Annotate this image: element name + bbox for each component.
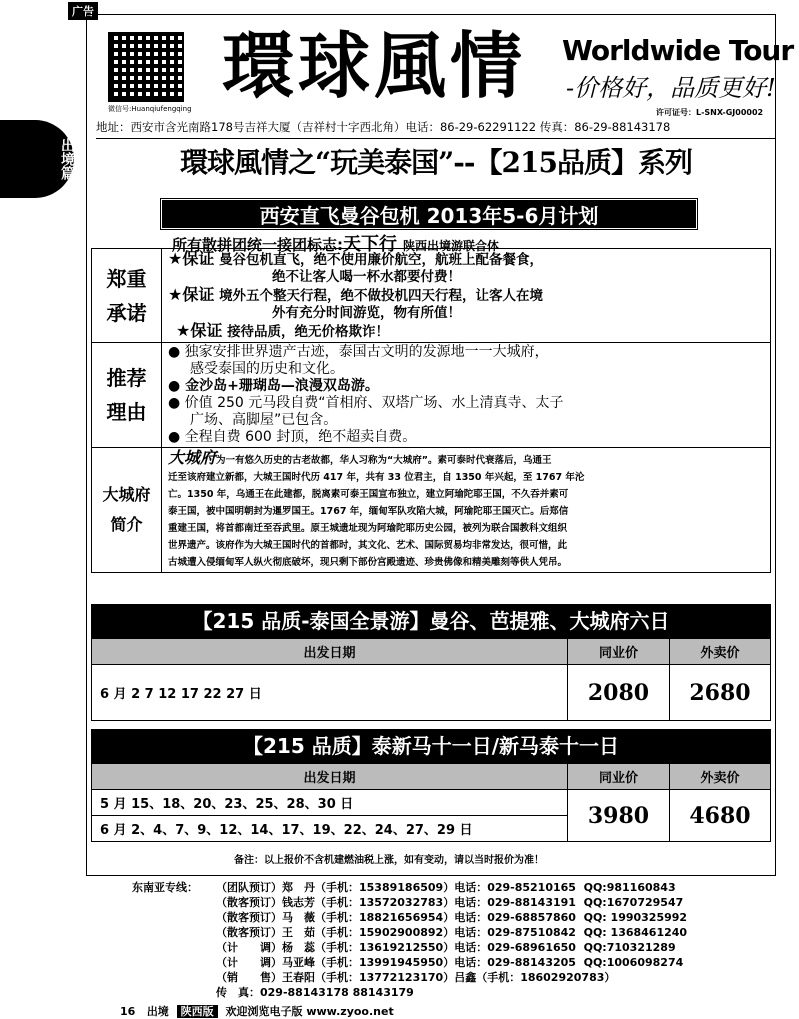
trade-price: 2080 bbox=[568, 665, 670, 721]
slogan: -价格好，品质更好! bbox=[566, 74, 776, 102]
intro-body bbox=[162, 448, 770, 572]
contact-item bbox=[132, 880, 687, 895]
license-number: 许可证号：L-SNX-GJ00002 bbox=[656, 108, 764, 117]
promise-item bbox=[168, 322, 764, 341]
brand-title: 環球風情 bbox=[222, 23, 527, 108]
table-header bbox=[92, 639, 771, 665]
table-header bbox=[92, 764, 771, 790]
info-table bbox=[91, 248, 771, 573]
qr-caption: 微信号:Huanqiufengqing bbox=[108, 105, 192, 113]
address-line: 地址：西安市含光南路178号吉祥大厦（吉祥村十字西北角）电话：86-29-62291122 传真：86-29-88143178 bbox=[96, 119, 776, 139]
english-title: Worldwide Tour bbox=[562, 34, 794, 67]
reason-label bbox=[92, 343, 162, 447]
table-row bbox=[92, 790, 771, 816]
tour1-price-table bbox=[91, 638, 771, 721]
unified-prefix: 所有散拼团统一接团标志: bbox=[172, 236, 343, 254]
promise-item bbox=[168, 286, 764, 305]
contact-text: （计 调）杨 蕊（手机：13619212550）电话：029-68961650 QQ:710321289 bbox=[216, 941, 676, 954]
promise-row bbox=[92, 249, 770, 343]
table-row bbox=[92, 665, 771, 721]
tour2-band: 【215 品质】泰新马十一日/新马泰十一日 bbox=[91, 729, 771, 763]
intro-label-2: 简介 bbox=[110, 515, 143, 534]
col-trade: 同业价 bbox=[568, 639, 670, 665]
intro-text: 为一有悠久历史的古老故都，华人习称为“大城府”。素可泰时代衰落后，乌通王 bbox=[216, 455, 552, 466]
footer-section: 出境 bbox=[146, 1005, 169, 1018]
intro-lead: 大城府 bbox=[168, 448, 217, 467]
promise-text: 接待品质，绝无价格欺诈！ bbox=[227, 324, 390, 340]
tour1-band: 【215 品质-泰国全景游】曼谷、芭提雅、大城府六日 bbox=[91, 604, 771, 638]
contact-list bbox=[132, 880, 687, 1000]
headline: 環球風情之“玩美泰国”--【215品质】系列 bbox=[180, 146, 692, 179]
unified-org: 陕西出境游联合体 bbox=[403, 239, 500, 253]
promise-body bbox=[162, 249, 770, 342]
star-icon: ★保证 bbox=[176, 321, 223, 340]
promise-text: 外有充分时间游览，物有所值！ bbox=[272, 305, 461, 321]
page-number: 16 bbox=[120, 1005, 136, 1018]
promise-label-1: 郑重 bbox=[106, 266, 147, 291]
contact-item bbox=[132, 985, 687, 1000]
contact-item bbox=[132, 955, 687, 970]
intro-row bbox=[92, 448, 770, 572]
col-dates: 出发日期 bbox=[92, 764, 568, 790]
intro-label bbox=[92, 448, 162, 572]
price-note: 备注：以上报价不含机建燃油税上涨，如有变动，请以当时报价为准！ bbox=[234, 855, 544, 866]
promise-text: 境外五个整天行程，绝不做投机四天行程，让客人在境 bbox=[219, 288, 544, 304]
contact-text: （散客预订）王 茹（手机：15902900892）电话：029-87510842 QQ: 1368461240 bbox=[216, 926, 688, 939]
contact-text: （计 调）马亚峰（手机：13991945950）电话：029-88143205 QQ:1006098274 bbox=[216, 956, 684, 969]
intro-text: 泰王国，被中国明朝封为暹罗国王。1767 年，缅甸军队攻陷大城，阿瑜陀耶王国灭亡。后郑信 bbox=[168, 506, 569, 517]
reason-item: 感受泰国的历史和文化。 bbox=[190, 361, 344, 377]
star-icon: ★保证 bbox=[168, 249, 215, 268]
retail-price: 2680 bbox=[670, 665, 771, 721]
reason-item: ● 金沙岛+珊瑚岛—浪漫双岛游。 bbox=[168, 378, 379, 394]
departure-dates: 6 月 2、4、7、9、12、14、17、19、22、24、27、29 日 bbox=[92, 816, 568, 842]
contact-item bbox=[132, 940, 687, 955]
charter-banner: 西安直飞曼谷包机 2013年5-6月计划 bbox=[162, 200, 696, 228]
promise-item bbox=[168, 250, 764, 269]
intro-label-1: 大城府 bbox=[102, 485, 151, 504]
unified-mark: 天下行 bbox=[343, 234, 397, 255]
contact-text: （散客预订）钱志芳（手机：13572032783）电话：029-88143191 QQ:1670729547 bbox=[216, 896, 684, 909]
footer-link-text: 欢迎浏览电子版 www.zyoo.net bbox=[225, 1005, 394, 1018]
intro-text: 亡。1350 年，乌通王在此建都，脱离素可泰王国宣布独立，建立阿瑜陀耶王国，不久吞并素可 bbox=[168, 489, 569, 500]
reason-label-1: 推荐 bbox=[106, 366, 147, 390]
fax-text: 传 真：029-88143178 88143179 bbox=[216, 986, 414, 999]
contact-text: （销 售）王春阳（手机：13772123170）吕鑫（手机：18602920783） bbox=[216, 971, 616, 984]
promise-text: 绝不让客人喝一杯水都要付费！ bbox=[272, 269, 461, 285]
departure-dates: 6 月 2 7 12 17 22 27 日 bbox=[92, 665, 568, 721]
edition-badge: 陕西版 bbox=[177, 1005, 218, 1018]
intro-text: 世界遗产。该府作为大城王国时代的首都时，其文化、艺术、国际贸易均非常发达，很可惜，此 bbox=[168, 540, 568, 551]
promise-label-2: 承诺 bbox=[106, 300, 147, 325]
contact-text: （散客预订）马 薇（手机：18821656954）电话：029-68857860 QQ: 1990325992 bbox=[216, 911, 688, 924]
qr-code-icon bbox=[108, 32, 184, 102]
contact-item bbox=[132, 895, 687, 910]
departure-dates: 5 月 15、18、20、23、25、28、30 日 bbox=[92, 790, 568, 816]
col-trade: 同业价 bbox=[568, 764, 670, 790]
promise-label bbox=[92, 249, 162, 342]
reason-item: ● 全程自费 600 封顶，绝不超卖自费。 bbox=[168, 429, 417, 445]
col-retail: 外卖价 bbox=[670, 764, 771, 790]
contact-text: （团队预订）郑 丹（手机：15389186509）电话：029-85210165 QQ:981160843 bbox=[216, 881, 676, 894]
reason-body bbox=[162, 343, 770, 447]
reason-label-2: 理由 bbox=[106, 400, 147, 424]
reason-row bbox=[92, 343, 770, 448]
intro-text: 迁至该府建立新都，大城王国时代历 417 年，共有 33 位君主，自 1350 年兴起，至 1767 年沦 bbox=[168, 472, 585, 483]
reason-item: ● 价值 250 元马段自费“首相府、双塔广场、水上清真寺、太子 bbox=[168, 395, 564, 411]
trade-price: 3980 bbox=[568, 790, 670, 842]
col-dates: 出发日期 bbox=[92, 639, 568, 665]
contact-item bbox=[132, 970, 687, 985]
tour2-price-table bbox=[91, 763, 771, 842]
reason-item: ● 独家安排世界遗产古迹，泰国古文明的发源地一一大城府， bbox=[168, 344, 549, 360]
reason-item: 广场、高脚屋”已包含。 bbox=[190, 412, 338, 428]
contact-item bbox=[132, 925, 687, 940]
retail-price: 4680 bbox=[670, 790, 771, 842]
section-tab: 出境篇 bbox=[0, 120, 74, 198]
promise-text: 曼谷包机直飞，绝不使用廉价航空，航班上配备餐食， bbox=[219, 252, 544, 268]
intro-text: 古城遭入侵缅甸军人纵火彻底破坏，现只剩下部份宫殿遗迹、珍贵佛像和精美雕刻等供人凭吊。 bbox=[168, 557, 568, 568]
contact-heading: 东南亚专线： bbox=[132, 881, 198, 894]
col-retail: 外卖价 bbox=[670, 639, 771, 665]
intro-text: 重建王国，将首都南迁至吞武里。原王城遗址现为阿瑜陀耶历史公园，被列为联合国教科文组织 bbox=[168, 523, 568, 534]
star-icon: ★保证 bbox=[168, 285, 215, 304]
ad-tag: 广告 bbox=[68, 2, 98, 20]
contact-item bbox=[132, 910, 687, 925]
